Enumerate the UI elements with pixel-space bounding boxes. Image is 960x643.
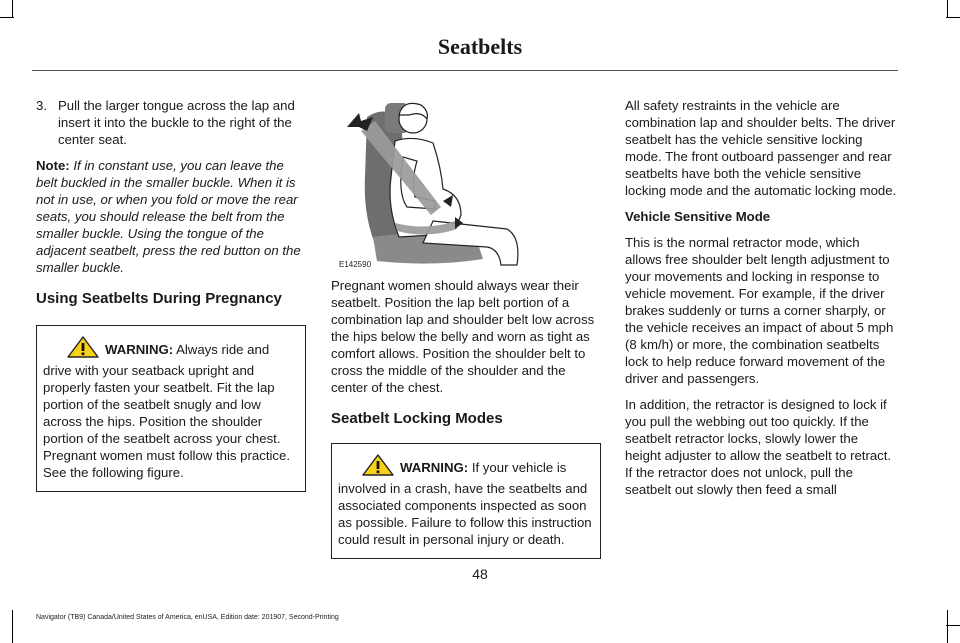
- warning-box-crash: [331, 443, 601, 559]
- note-label: Note:: [36, 158, 70, 173]
- warning-text: Always ride and drive with your seatback upright and properly fasten your seatbelt. Fit the lap portion of the seatbelt snugly and low across the hips. Position the shoulder portion of the seatbelt across your chest. Pregnant women must follow this practice. See the following figure.: [43, 342, 291, 480]
- column-left: [36, 97, 306, 492]
- warning-label: WARNING:: [105, 342, 174, 357]
- warning-text: If your vehicle is involved in a crash, have the seatbelts and associated components inspected as soon as possible. Failure to follow this instruction could result in personal injury or death.: [338, 460, 592, 547]
- step-3: [36, 97, 306, 148]
- warning-triangle-icon: [362, 454, 394, 480]
- figure-code: E142590: [339, 260, 372, 269]
- step-text: Pull the larger tongue across the lap and insert it into the buckle to the right of the center seat.: [58, 98, 295, 147]
- crop-mark: [12, 610, 13, 643]
- crop-mark: [0, 17, 14, 18]
- lock-paragraph: In addition, the retractor is designed to lock if you pull the webbing out too quickly. If the seatbelt retractor locks, slowly lower the height adjuster to allow the seatbelt to retract. If the retractor does not unlock, pull the seatbelt out slowly then feed a small: [625, 397, 892, 497]
- warning-triangle-icon: [67, 336, 99, 362]
- step-number: 3.: [36, 98, 47, 113]
- restraints-paragraph: All safety restraints in the vehicle are combination lap and shoulder belts. The driver seatbelt has the vehicle sensitive locking mode. The front outboard passenger and rear seatbelts have both the vehicle sensitive locking mode and the automatic locking mode.: [625, 98, 897, 198]
- page-number: 48: [472, 566, 488, 582]
- crop-mark: [947, 0, 948, 18]
- pregnant-woman-seatbelt-illustration: [337, 97, 525, 273]
- crop-mark: [12, 0, 13, 18]
- footer-edition: Navigator (TB9) Canada/United States of America, enUSA, Edition date: 201907, Second-Printing: [36, 614, 339, 621]
- crop-mark: [946, 17, 960, 18]
- section-title-locking-modes: Seatbelt Locking Modes: [331, 410, 503, 427]
- section-title-pregnancy: Using Seatbelts During Pregnancy: [36, 290, 282, 307]
- column-middle: [331, 97, 601, 559]
- page-title: Seatbelts: [437, 34, 523, 59]
- retractor-paragraph: This is the normal retractor mode, which allows free shoulder belt length adjustment to your movements and locking in response to vehicle movement. For example, if the driver brakes suddenly or turns a corner sharply, or the vehicle receives an impact of about 5 mph (8 km/h) or more, the combination seatbelts lock to help reduce forward movement of the driver and passengers.: [625, 235, 894, 386]
- pregnant-seatbelt-figure: [337, 97, 525, 273]
- subheading-vehicle-sensitive-mode: Vehicle Sensitive Mode: [625, 209, 771, 224]
- note: [36, 157, 306, 276]
- warning-box-pregnancy: [36, 325, 306, 492]
- crop-mark: [946, 625, 960, 626]
- crop-mark: [947, 610, 948, 643]
- header-divider: [32, 70, 898, 71]
- warning-label: WARNING:: [400, 460, 469, 475]
- pregnancy-paragraph: Pregnant women should always wear their seatbelt. Position the lap belt portion of a combination lap and shoulder belt low across the hips below the belly and worn as tight as comfort allows. Position the shoulder belt to cross the middle of the shoulder and the center of the chest.: [331, 278, 595, 395]
- note-text: If in constant use, you can leave the belt buckled in the smaller buckle. When it is not in use, or when you fold or move the rear seats, you should release the belt from the smaller buckle. Using the tongue of the adjacent seatbelt, press the red button on the smaller buckle.: [36, 158, 301, 275]
- column-right: [625, 97, 897, 507]
